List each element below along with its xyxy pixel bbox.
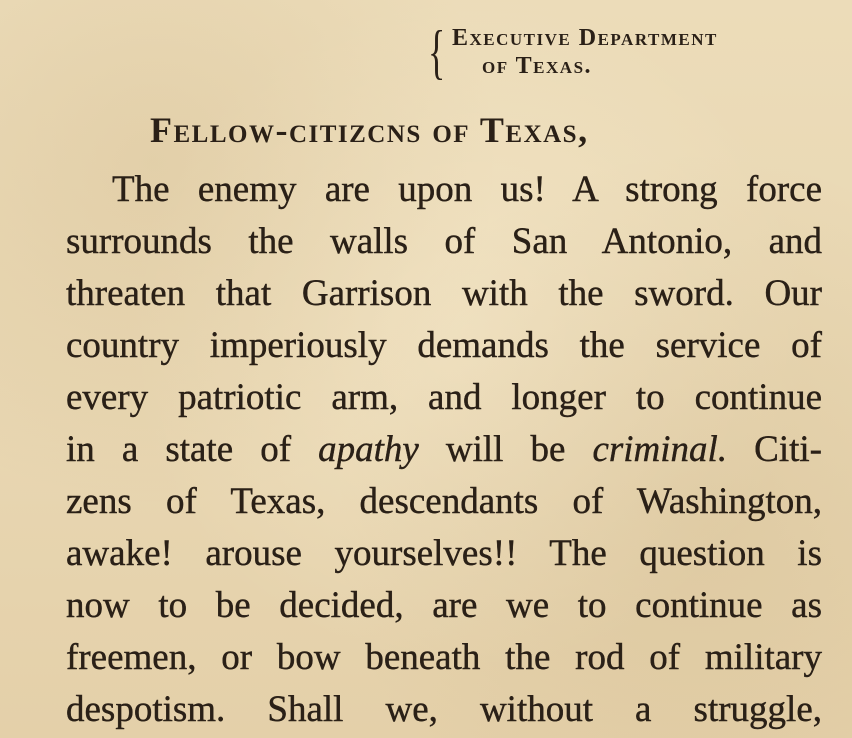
body-line-11: despotism. Shall we, without a struggle, xyxy=(66,689,822,730)
body-line-4: country imperiously demands the service of xyxy=(66,325,822,366)
body-line-6-text-c: will be xyxy=(418,429,593,470)
body-line-9: now to be decided, are we to continue as xyxy=(66,585,822,626)
body-line-2: surrounds the walls of San Antonio, and xyxy=(66,221,822,262)
department-header xyxy=(428,19,828,85)
department-name-line: Executive Department xyxy=(452,25,718,51)
italic-word-criminal: criminal. xyxy=(592,429,728,470)
body-line-6 xyxy=(66,428,822,472)
body-line-3: threaten that Garrison with the sword. Our xyxy=(66,273,822,314)
body-line-6-text-e: Citi- xyxy=(727,429,822,470)
body-line-5: every patriotic arm, and longer to continue xyxy=(66,377,822,418)
body-line-6-text-a: in a state of xyxy=(66,429,319,470)
body-line-1: The enemy are upon us! A strong force xyxy=(112,169,822,210)
italic-word-apathy: apathy xyxy=(318,429,419,470)
body-line-8: awake! arouse yourselves!! The question is xyxy=(66,533,822,574)
department-state-line: of Texas. xyxy=(482,53,593,79)
body-line-7: zens of Texas, descendants of Washington, xyxy=(66,481,822,522)
salutation: Fellow-citizcns of Texas, xyxy=(150,110,589,150)
header-brace: { xyxy=(428,19,446,85)
body-line-10: freemen, or bow beneath the rod of military xyxy=(66,637,822,678)
